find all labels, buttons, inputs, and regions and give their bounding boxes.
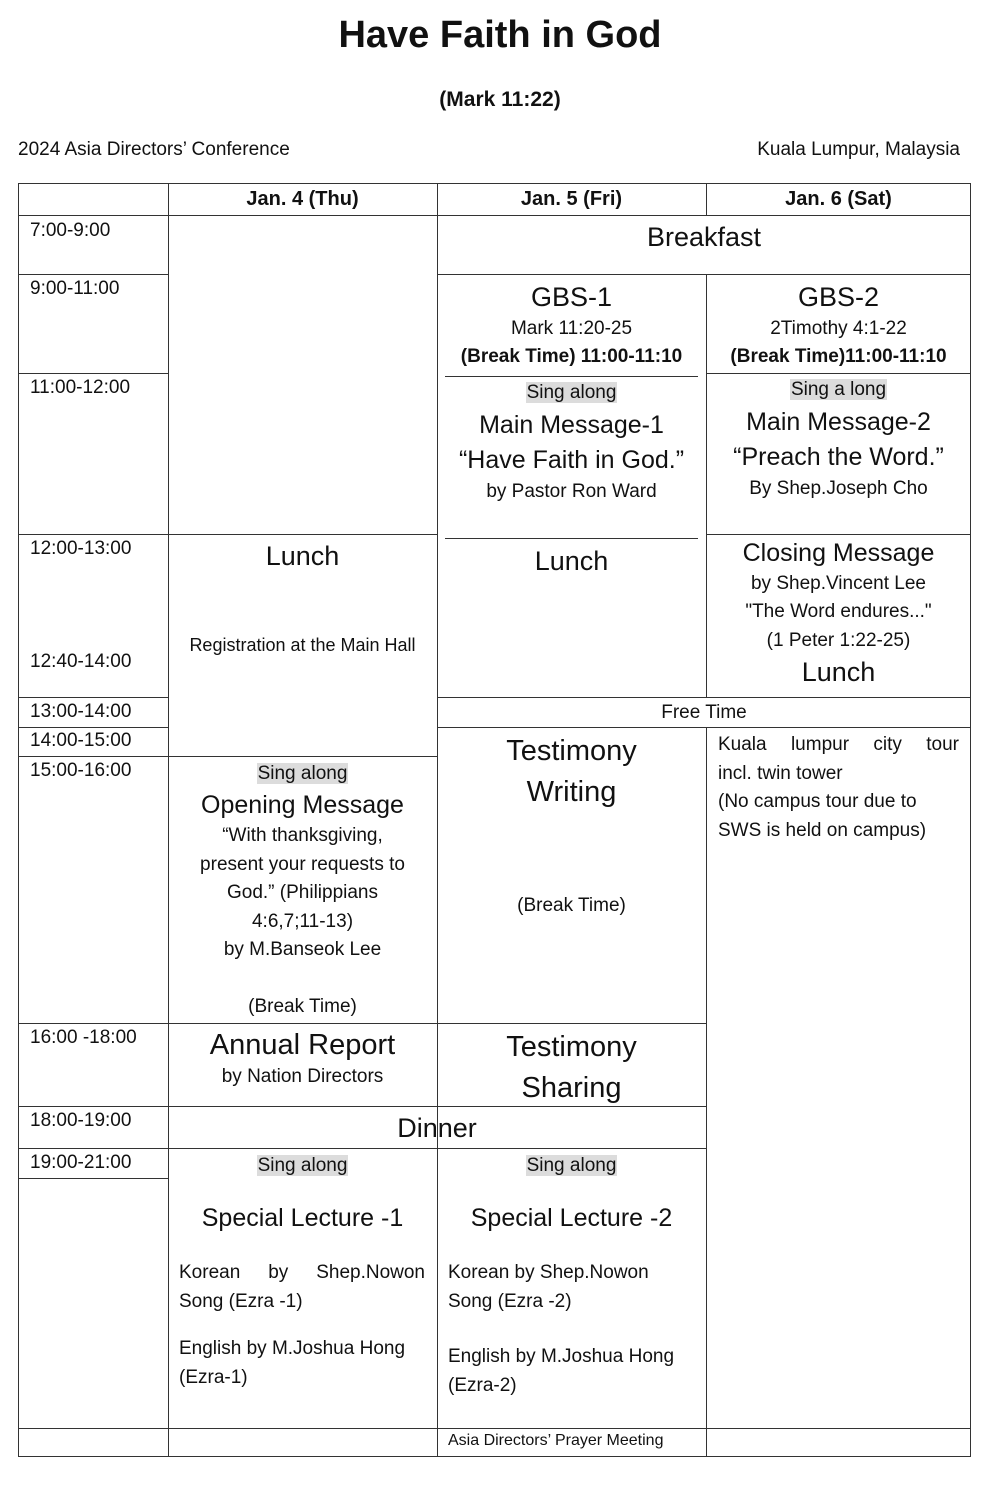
closing-message-ref: (1 Peter 1:22-25) bbox=[766, 629, 911, 651]
gbs1-ref: Mark 11:20-25 bbox=[510, 318, 633, 340]
city-tour-line: Kuala lumpur city tour bbox=[718, 734, 959, 755]
main-message-2-quote: “Preach the Word.” bbox=[733, 442, 944, 471]
annual-report-speaker: by Nation Directors bbox=[221, 1066, 384, 1088]
sing-along-label: Sing along bbox=[257, 763, 348, 784]
lecture-line: (Ezra-1) bbox=[179, 1366, 248, 1388]
main-message-1-cell bbox=[437, 379, 706, 506]
testimony-writing-break: (Break Time) bbox=[517, 895, 626, 917]
time-label: 18:00-19:00 bbox=[30, 1110, 132, 1131]
gbs2-break: (Break Time)11:00-11:10 bbox=[730, 345, 947, 367]
lecture-line: Song (Ezra -1) bbox=[179, 1290, 303, 1312]
lecture-line: Korean by Shep.Nowon bbox=[179, 1262, 425, 1283]
column-header-fri: Jan. 5 (Fri) bbox=[520, 188, 623, 210]
gbs2-cell bbox=[706, 279, 971, 371]
sing-along-label: Sing a long bbox=[790, 379, 887, 400]
thu-lunch-title: Lunch bbox=[265, 541, 340, 571]
special-lecture-2-details bbox=[448, 1259, 698, 1400]
conference-name: 2024 Asia Directors’ Conference bbox=[18, 139, 290, 160]
free-time-cell: Free Time bbox=[661, 702, 747, 723]
gbs1-break: (Break Time) 11:00-11:10 bbox=[460, 345, 683, 367]
breakfast-cell: Breakfast bbox=[646, 222, 762, 252]
closing-message-cell bbox=[706, 537, 971, 690]
opening-message-speaker: by M.Banseok Lee bbox=[223, 939, 382, 961]
sat-lunch-title: Lunch bbox=[801, 657, 876, 687]
gbs1-title: GBS-1 bbox=[530, 282, 613, 312]
city-tour-line: SWS is held on campus) bbox=[718, 819, 927, 841]
gbs2-ref: 2Timothy 4:1-22 bbox=[770, 318, 907, 340]
special-lecture-1-cell bbox=[168, 1152, 437, 1236]
time-label: 19:00-21:00 bbox=[30, 1152, 132, 1173]
prayer-meeting-cell: Asia Directors’ Prayer Meeting bbox=[448, 1432, 664, 1449]
time-label: 12:00-13:00 bbox=[30, 538, 132, 559]
column-header-thu: Jan. 4 (Thu) bbox=[246, 188, 359, 210]
opening-break: (Break Time) bbox=[248, 995, 357, 1017]
time-label: 9:00-11:00 bbox=[30, 278, 120, 299]
lecture-line: English by M.Joshua Hong bbox=[179, 1338, 406, 1359]
testimony-writing-line: Writing bbox=[526, 775, 617, 808]
fri-lunch-title: Lunch bbox=[534, 546, 609, 576]
time-label: 14:00-15:00 bbox=[30, 730, 132, 751]
opening-message-title: Opening Message bbox=[201, 790, 404, 819]
testimony-writing-line: Testimony bbox=[506, 735, 637, 767]
time-label: 15:00-16:00 bbox=[30, 760, 132, 781]
city-tour-line: (No campus tour due to bbox=[718, 791, 917, 812]
testimony-sharing-line: Sharing bbox=[521, 1071, 622, 1104]
main-message-1-title: Main Message-1 bbox=[479, 410, 664, 439]
opening-message-line: “With thanksgiving, bbox=[222, 825, 383, 847]
opening-message-line: 4:6,7;11-13) bbox=[251, 910, 354, 932]
gbs2-title: GBS-2 bbox=[797, 282, 880, 312]
sing-along-label: Sing along bbox=[526, 382, 617, 403]
city-tour-cell bbox=[718, 731, 959, 845]
opening-message-cell bbox=[168, 760, 437, 1021]
sing-along-label: Sing along bbox=[526, 1155, 617, 1176]
main-message-2-title: Main Message-2 bbox=[746, 407, 931, 436]
annual-report-cell bbox=[168, 1027, 437, 1092]
closing-message-title: Closing Message bbox=[742, 539, 935, 567]
page-subtitle: (Mark 11:22) bbox=[439, 88, 561, 111]
closing-message-quote: "The Word endures..." bbox=[745, 601, 932, 622]
opening-message-line: God.” (Philippians bbox=[226, 882, 379, 904]
registration-note: Registration at the Main Hall bbox=[189, 635, 416, 655]
page-title: Have Faith in God bbox=[338, 14, 662, 56]
city-tour-line: incl. twin tower bbox=[718, 762, 843, 784]
gbs1-cell bbox=[437, 279, 706, 371]
special-lecture-2-title: Special Lecture -2 bbox=[470, 1203, 673, 1232]
time-label: 16:00 -18:00 bbox=[30, 1027, 137, 1048]
closing-message-speaker: by Shep.Vincent Lee bbox=[750, 572, 926, 594]
special-lecture-1-title: Special Lecture -1 bbox=[201, 1203, 404, 1232]
main-message-2-speaker: By Shep.Joseph Cho bbox=[749, 477, 928, 499]
conference-location: Kuala Lumpur, Malaysia bbox=[757, 139, 960, 160]
lecture-line: Song (Ezra -2) bbox=[448, 1290, 572, 1312]
special-lecture-2-cell bbox=[437, 1152, 706, 1236]
special-lecture-1-details bbox=[179, 1259, 425, 1392]
column-header-sat: Jan. 6 (Sat) bbox=[785, 188, 892, 210]
sing-along-label: Sing along bbox=[257, 1155, 348, 1176]
main-message-1-speaker: by Pastor Ron Ward bbox=[486, 480, 657, 502]
time-label: 11:00-12:00 bbox=[30, 377, 131, 398]
time-label: 7:00-9:00 bbox=[30, 220, 111, 241]
testimony-writing-cell bbox=[437, 731, 706, 921]
lecture-line: Korean by Shep.Nowon bbox=[448, 1262, 649, 1283]
dinner-cell: Dinner bbox=[397, 1113, 477, 1143]
time-label: 13:00-14:00 bbox=[30, 701, 132, 722]
testimony-sharing-cell bbox=[437, 1027, 706, 1108]
testimony-sharing-line: Testimony bbox=[506, 1031, 637, 1063]
main-message-2-cell bbox=[706, 376, 971, 503]
annual-report-title: Annual Report bbox=[209, 1029, 396, 1061]
opening-message-line: present your requests to bbox=[200, 853, 405, 875]
lecture-line: English by M.Joshua Hong bbox=[448, 1346, 675, 1367]
time-label: 12:40-14:00 bbox=[30, 651, 132, 672]
lecture-line: (Ezra-2) bbox=[448, 1374, 517, 1396]
main-message-1-quote: “Have Faith in God.” bbox=[458, 445, 685, 474]
